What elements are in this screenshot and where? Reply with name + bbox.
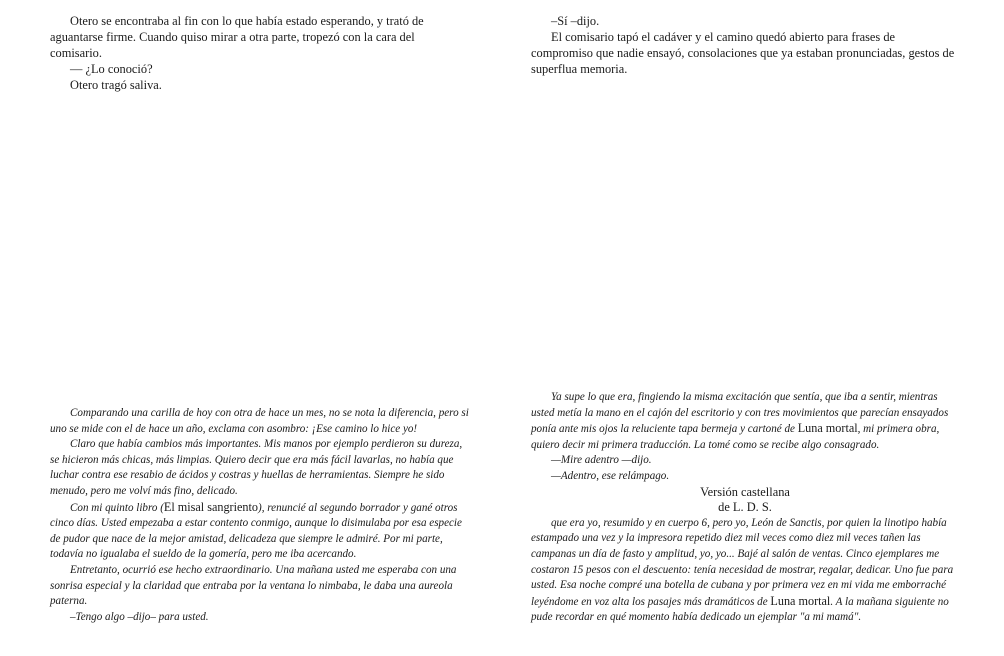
book-title: El misal sangriento [163, 499, 258, 514]
paragraph: —Adentro, ese relámpago. [551, 469, 670, 482]
book-title: Luna mortal [770, 593, 831, 608]
page-top-left [50, 13, 442, 93]
paragraph: Entretanto, ocurrió ese hecho extraordinario. Una mañana usted me esperaba con una sonrisa especial y la claridad que entraba por la ventana lo nimbaba, le daba una aureola paterna. [50, 563, 457, 608]
paragraph: Otero se encontraba al fin con lo que había estado esperando, y trató de aguantarse firme. Cuando quiso mirar a otra parte, tropezó con la cara del comisario. [50, 14, 424, 60]
page-bottom-left [50, 406, 470, 625]
paragraph: Comparando una carilla de hoy con otra de hace un mes, no se nota la diferencia, pero si uno se mide con el de hace un año, exclama con asombro: ¡Ese camino lo hice yo! [50, 407, 469, 435]
paragraph: —Mire adentro —dijo. [551, 454, 652, 467]
translator-initials: de L. D. S. [718, 500, 772, 515]
paragraph: –Sí –dijo. [551, 14, 600, 28]
book-title: Luna mortal [797, 421, 858, 436]
paragraph: –Tengo algo –dijo– para usted. [70, 610, 209, 623]
text-run: . A la mañana siguiente no pude recordar en qué momento había dedicado un ejemplar "a mi mamá". [531, 595, 949, 624]
paragraph: — ¿Lo conoció? [70, 62, 153, 76]
text-run: que era yo, resumido y en cuerpo 6, pero yo, León de Sanctis, por quien la linotipo había estampado una vez y la impresora repetido diez mil veces como diez mil veces tañen las campanas un día de fasto y amplitud, yo, yo... Bajé al salón de ventas. Cinco ejemplares me costaron 15 pesos con el descuento: tenía necesidad de mostrar, regalar, dedicar. Uno fue para usted. Esa noche compré una botella de cubana y por primera vez en mi vida me emborraché leyéndome en voz alta los pasajes más dramáticos de [531, 516, 954, 608]
text-run: , mi primera obra, quiero decir mi primera traducción. La tomé como se recibe algo consagrado. [531, 423, 940, 451]
paragraph: El comisario tapó el cadáver y el camino quedó abierto para frases de compromiso que nadie ensayó, consolaciones que ya estaban pronunciadas, gestos de superflua memoria. [531, 30, 955, 76]
paragraph [531, 516, 959, 626]
text-run: Con mi quinto libro ( [70, 501, 164, 514]
paragraph: Claro que había cambios más importantes. Mis manos por ejemplo perdieron su dureza, se hicieron más chicas, más limpias. Quiero decir que era más fácil lavarlas, no había que luchar contra ese resabio de ácidos y costras y huellas de herramientas. Siempre he sido menudo, pero me volví más fino, delicado. [50, 438, 463, 497]
text-run: Ya supe lo que era, fingiendo la misma excitación que sentía, que iba a sentir, mientras usted metía la mano en el cajón del escritorio y con tres movimientos que parecían ensayados ponía ante mis ojos la reluciente tapa bermeja y cartoné de [531, 391, 949, 436]
text-run: ), renuncié al segundo borrador y gané otros cinco días. Usted empezaba a estar contento conmigo, aunque lo disimulaba por esa especie de pudor que nace de la mejor amistad, delicadeza que siempre le admiré. Por mi parte, todavía no igualaba el sueldo de la gomería, pero me iba acercando. [50, 501, 462, 561]
paragraph [50, 500, 470, 563]
paragraph [531, 390, 959, 453]
page-bottom-right [531, 390, 959, 626]
translation-credit-heading: Versión castellana [700, 484, 790, 499]
page-top-right [531, 13, 957, 77]
paragraph: Otero tragó saliva. [70, 78, 162, 92]
